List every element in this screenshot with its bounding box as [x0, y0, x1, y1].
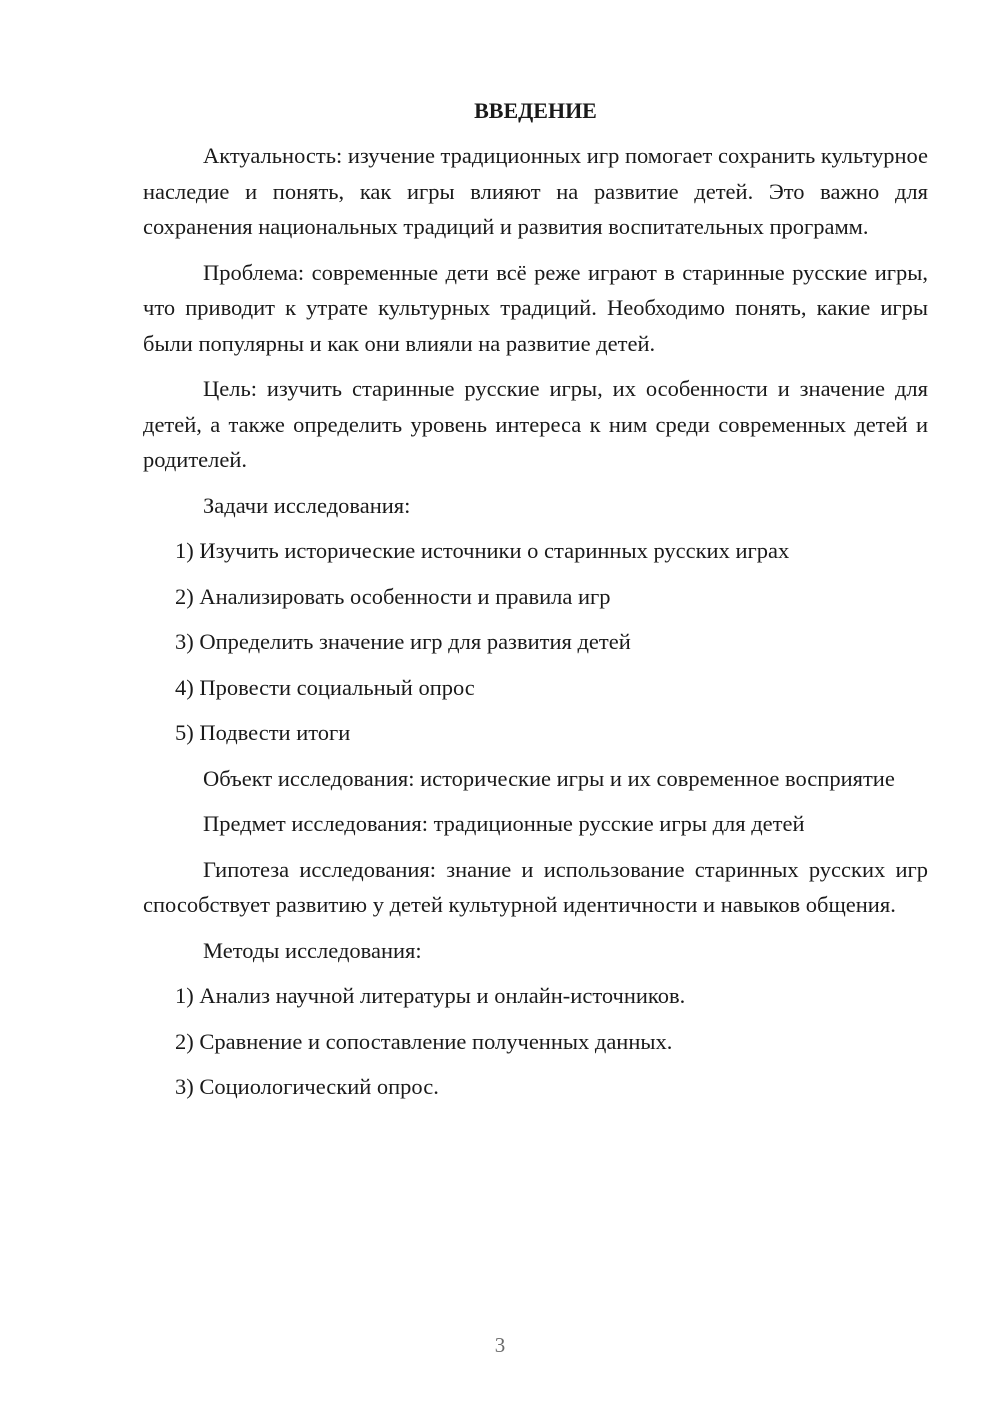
list-item: 3) Социологический опрос. — [175, 1074, 439, 1099]
list-item: 4) Провести социальный опрос — [175, 674, 475, 700]
list-item: 1) Анализ научной литературы и онлайн-источников. — [175, 983, 686, 1008]
methods-list — [143, 978, 928, 1105]
list-item: 1) Изучить исторические источники о старинных русских играх — [175, 538, 790, 563]
list-item: 3) Определить значение игр для развития детей — [175, 629, 631, 654]
object-paragraph: Объект исследования: исторические игры и их современное восприятие — [203, 765, 895, 791]
list-item: 2) Сравнение и сопоставление полученных данных. — [175, 1028, 673, 1054]
list-item: 5) Подвести итоги — [175, 720, 351, 745]
subject-paragraph: Предмет исследования: традиционные русские игры для детей — [203, 811, 805, 836]
list-item: 2) Анализировать особенности и правила игр — [175, 583, 611, 609]
goal-paragraph: Цель: изучить старинные русские игры, их особенности и значение для детей, а также определить уровень интереса к ним среди современных детей и родителей. — [143, 376, 928, 472]
hypothesis-paragraph: Гипотеза исследования: знание и использование старинных русских игр способствует развитию у детей культурной идентичности и навыков общения. — [143, 856, 928, 917]
section-title: ВВЕДЕНИЕ — [474, 98, 597, 123]
tasks-list — [143, 533, 928, 751]
page-number: 3 — [494, 1333, 506, 1357]
methods-heading: Методы исследования: — [203, 937, 422, 963]
relevance-paragraph: Актуальность: изучение традиционных игр помогает сохранить культурное наследие и понять, как игры влияют на развитие детей. Это важно для сохранения национальных традиций и развития воспитательных программ. — [143, 143, 929, 239]
tasks-heading: Задачи исследования: — [203, 492, 411, 518]
document-page — [143, 95, 928, 1115]
problem-paragraph: Проблема: современные дети всё реже играют в старинные русские игры, что приводит к утрате культурных традиций. Необходимо понять, какие игры были популярны и как они влияли на развитие детей. — [143, 259, 928, 356]
